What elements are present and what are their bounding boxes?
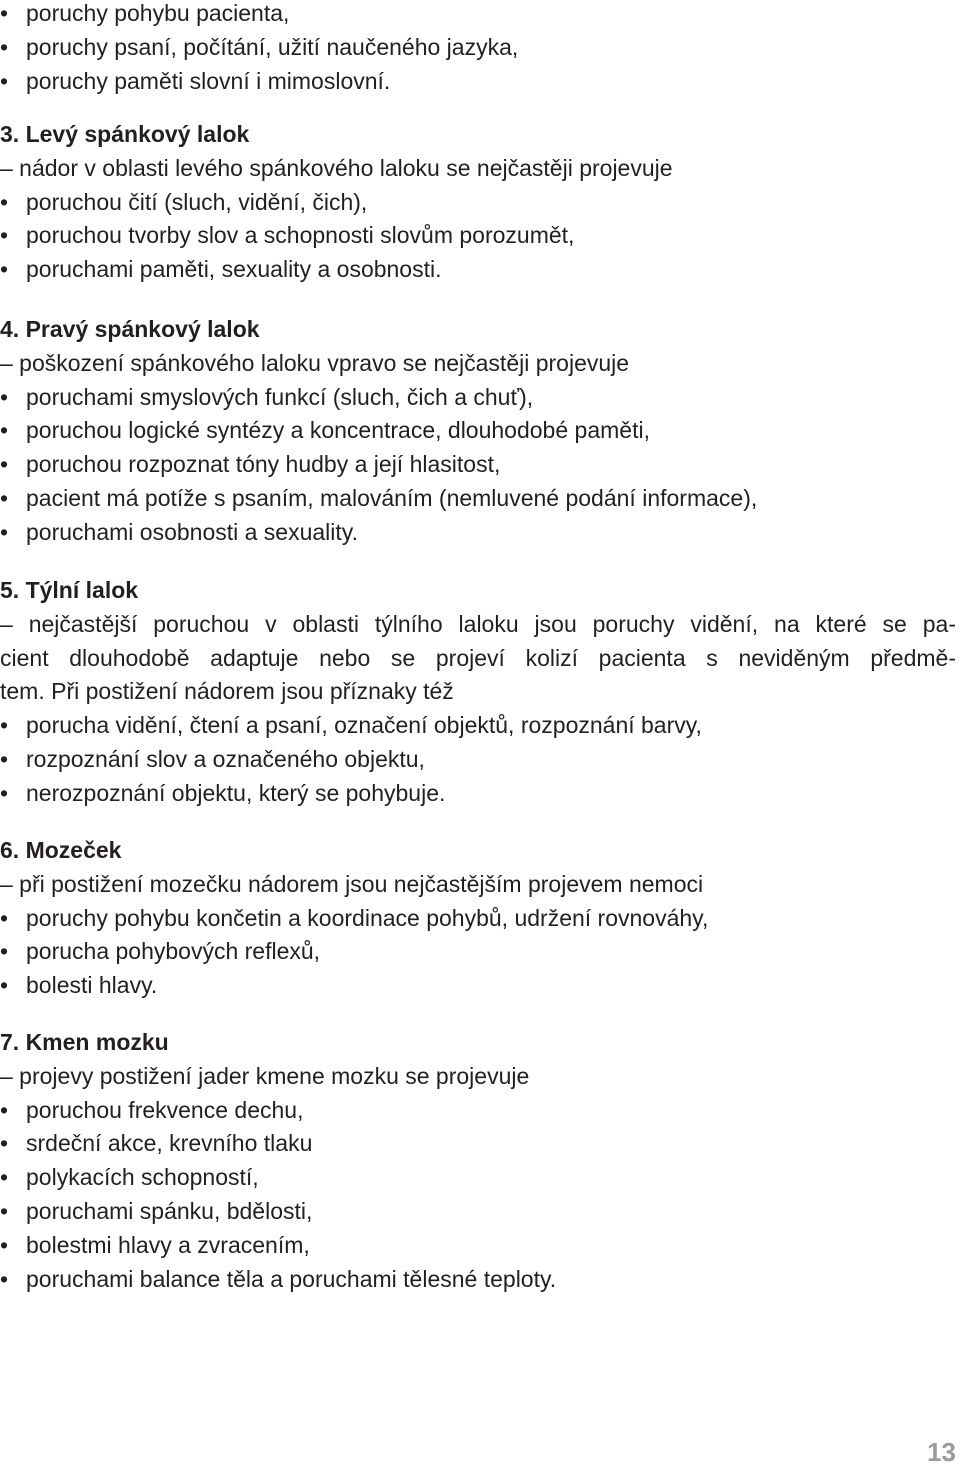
list-item: • poruchou rozpoznat tóny hudby a její hlasitost,	[0, 448, 956, 482]
bullet-icon: •	[0, 938, 9, 965]
list-item: • pacient má potíže s psaním, malováním (nemluvené podání informace),	[0, 482, 956, 516]
list-item: • poruchami balance těla a poruchami tělesné teploty.	[0, 1263, 956, 1297]
section-lead: – poškození spánkového laloku vpravo se nejčastěji projevuje	[0, 349, 630, 376]
list-item: • poruchy paměti slovní i mimoslovní.	[0, 65, 956, 99]
bullet-icon: •	[0, 33, 9, 60]
bullet-icon: •	[0, 1130, 9, 1157]
list-item: • poruchami osobnosti a sexuality.	[0, 516, 956, 550]
section-heading: 5. Týlní lalok	[0, 577, 139, 603]
list-item: • poruchami smyslových funkcí (sluch, čich a chuť),	[0, 381, 956, 415]
bullet-icon: •	[0, 484, 9, 511]
bullet-icon: •	[0, 745, 9, 772]
list-item: • poruchou tvorby slov a schopnosti slovům porozumět,	[0, 219, 956, 253]
bullet-icon: •	[0, 779, 9, 806]
list-item: • poruchou čití (sluch, vidění, čich),	[0, 186, 956, 220]
section-heading: 7. Kmen mozku	[0, 1029, 169, 1055]
list-item: • nerozpoznání objektu, který se pohybuje.	[0, 777, 956, 811]
section-pravy-spankovy-lalok	[0, 313, 956, 550]
section-lead: – nádor v oblasti levého spánkového laloku se nejčastěji projevuje	[0, 154, 673, 181]
section-heading: 6. Mozeček	[0, 837, 122, 863]
list-item: • poruchy psaní, počítání, užití naučeného jazyka,	[0, 31, 956, 65]
bullet-icon: •	[0, 712, 9, 739]
bullet-icon: •	[0, 1231, 9, 1258]
section-levy-spankovy-lalok	[0, 118, 956, 287]
section-tylni-lalok	[0, 574, 956, 811]
bullet-icon: •	[0, 222, 9, 249]
list-item: • poruchou logické syntézy a koncentrace, dlouhodobé paměti,	[0, 414, 956, 448]
section-lead: – nejčastější poruchou v oblasti týlního laloku jsou poruchy vidění, na které se pa- cient dlouhodobě adaptuje nebo se projeví kolizí pacienta s neviděným předmě- tem. Při postižení nádorem jsou příznaky též	[0, 610, 956, 705]
bullet-icon: •	[0, 1265, 9, 1292]
list-item: • bolestmi hlavy a zvracením,	[0, 1229, 956, 1263]
bullet-icon: •	[0, 0, 9, 26]
list-item: • poruchami spánku, bdělosti,	[0, 1195, 956, 1229]
section-lead: – projevy postižení jader kmene mozku se projevuje	[0, 1062, 530, 1089]
bullet-icon: •	[0, 383, 9, 410]
list-item: • poruchami paměti, sexuality a osobnosti.	[0, 253, 956, 287]
list-item: • srdeční akce, krevního tlaku	[0, 1127, 956, 1161]
list-item: • poruchou frekvence dechu,	[0, 1094, 956, 1128]
bullet-icon: •	[0, 417, 9, 444]
bullet-icon: •	[0, 1197, 9, 1224]
list-item: • porucha pohybových reflexů,	[0, 935, 956, 969]
bullet-icon: •	[0, 518, 9, 545]
section-kmen-mozku	[0, 1026, 956, 1296]
list-item: • polykacích schopností,	[0, 1161, 956, 1195]
bullet-icon: •	[0, 188, 9, 215]
bullet-icon: •	[0, 1096, 9, 1123]
page-number: 13	[927, 1437, 956, 1467]
section-heading: 3. Levý spánkový lalok	[0, 121, 250, 147]
list-item: • poruchy pohybu končetin a koordinace pohybů, udržení rovnováhy,	[0, 902, 956, 936]
bullet-icon: •	[0, 67, 9, 94]
intro-bullet-list	[0, 0, 956, 98]
list-item: • porucha vidění, čtení a psaní, označení objektů, rozpoznání barvy,	[0, 709, 956, 743]
list-item: • bolesti hlavy.	[0, 969, 956, 1003]
section-heading: 4. Pravý spánkový lalok	[0, 316, 260, 342]
bullet-icon: •	[0, 451, 9, 478]
bullet-icon: •	[0, 972, 9, 999]
bullet-icon: •	[0, 256, 9, 283]
section-lead: – při postižení mozečku nádorem jsou nejčastějším projevem nemoci	[0, 870, 704, 897]
section-mozecek	[0, 834, 956, 1003]
list-item: • rozpoznání slov a označeného objektu,	[0, 743, 956, 777]
bullet-icon: •	[0, 1164, 9, 1191]
list-item: • poruchy pohybu pacienta,	[0, 0, 956, 31]
bullet-icon: •	[0, 904, 9, 931]
